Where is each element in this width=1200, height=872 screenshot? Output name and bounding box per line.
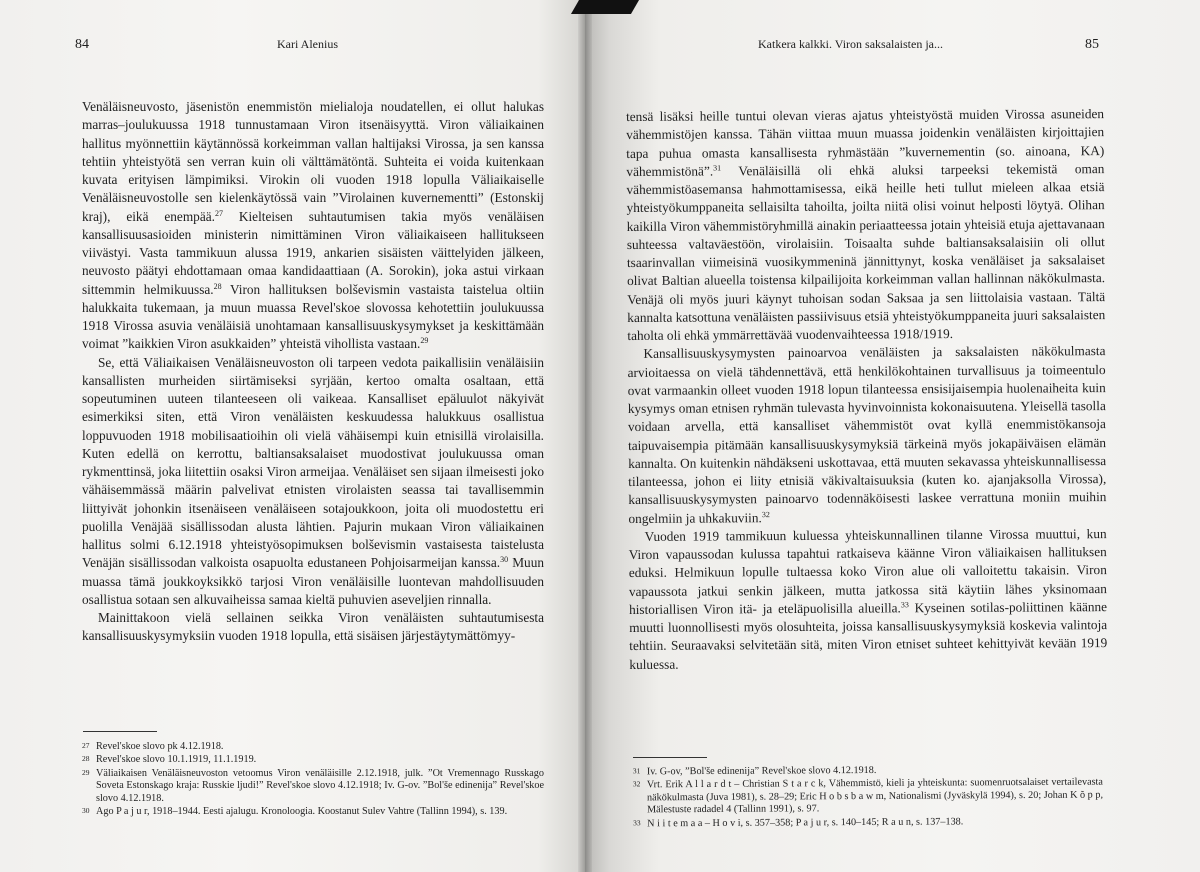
footnote-rule [633,757,707,758]
text-run: tensä lisäksi heille tuntui olevan vieras ajatus yhteistyöstä muiden Virossa asuneiden vähemmistöjen kanssa. Tähän viittaa muun muassa joidenkin venäläisten kirjoittajien tapa puhua omasta kansallisesta ryhmästään ”kuvernementin (so. ainoana, KA) vähemmistönä”. [626,106,1105,179]
footnote-number: 30 [82,806,90,816]
book-gutter [578,0,592,872]
footnote-number: 28 [82,754,90,764]
footnote-text: Revel'skoe slovo 10.1.1919, 11.1.1919. [96,754,257,766]
scan-shadow [571,0,639,14]
footnote-text: Vrt. Erik A l l a r d t – Christian S t a r c k, Vähemmistö, kieli ja yhteiskunta: suomenruotsalaiset vertailevasta näkökulmasta (Juva 1981), s. 28–29; Eric H o b s b a w m, Nationalismi (Jyväskylä 1994), s. 20; Johan K õ p p, Mälestuste radadel 4 (Tallinn 1991), s. 97. [646,776,1104,816]
text-run: Se, että Väliaikaisen Venäläisneuvoston oli tarpeen vedota paikallisiin venäläisiin kansallisten murheiden siirtämiseksi syrjään, kertoo omalta osaltaan, että sopeutuminen uuteen tilanteeseen oli vaikeaa. Kansalliset epäluulot näkyivät esimerkiksi siten, että Viron venäläisten keskuudessa halukkuus osallistua loppuvuoden 1918 mobilisaatioihin oli vielä vähäisempi kuin etnisillä virolaisilla. Kuten edellä on kerrottu, baltiansaksalaiset muodostivat joulukuussa oman rykmenttinsä, joka liitettiin osaksi Viron armeijaa. Venäläiset sen sijaan ilmeisesti joko vähäisemmässä määrin palvelivat etnisten virolaisten seassa tai tavallisemmin liittyivät johonkin itsenäiseen venäläiseen sotajoukkoon, joita oli muodostettu eri puolilla Venäjää sisällissodan alusta lähtien. Pajurin mukaan Viron väliaikainen hallitus solmi 6.12.1918 yhteistyösopimuksen bolševismin vastaisesta taistelusta Venäjän sisällissodan valkoista osapuolta edustaneen Pohjoisarmeijan kanssa. [82,354,544,571]
paragraph [82,354,544,610]
paragraph [627,342,1106,527]
right-page [585,0,1200,872]
footnote [633,815,1103,830]
footnote-number: 31 [632,766,641,776]
footnote-text: Ago P a j u r, 1918–1944. Eesti ajalugu. Kronoloogia. Koostanut Sulev Vahtre (Tallinn 1994), s. 139. [96,806,508,818]
footnote-text: Revel'skoe slovo pk 4.12.1918. [96,741,224,752]
footnote-ref: 30 [500,555,509,565]
body-text [626,105,1107,674]
paragraph [629,525,1108,674]
text-run: Venäläisillä oli ehkä aluksi tarpeeksi tekemistä oman vähemmistöasemansa hahmottamisessa, eikä heille heti tullut mieleen alkaa etsiä yhteistyökumppaneita sellaisilta tahoilta, joilta niitä olisi voinut helposti löytyä. Olihan kaikilla Viron vähemmistöryhmillä ainakin periaatteessa jotain yhteisiä etuja ajettavanaan suhteessa valtaväestöön, virolaisiin. Toisaalta suhde baltiansaksalaisiin oli ollut tsaarinvallan viimeisinä vuosikymmeninä jännittynyt, koska venäläiset ja saksalaiset olivat Baltian alueella toistensa kilpailijoita korkeimman vallan hallinnan näkökulmasta. Venäjä oli myös juuri käynyt tuhoisan sodan Saksaa ja sen liittolaisia vastaan. Tältä kannalta katsottuna venäläisten passiivisuus etsiä yhteistyökumppaneita juuri saksalaisten taholta oli ehkä ymmärrettävää vuodenvaihteessa 1918/1919. [626,160,1106,343]
footnote-ref: 29 [420,336,429,346]
running-head: Kari Alenius [277,37,338,51]
text-run: Kyseinen sotilas-poliittinen käänne muutti luonnollisesti myös olosuhteita, joissa kansallisuuskysymyksiä koskevia valintoja tehtiin. Seuraavaksi selvitetään sitä, miten Viron etniset suhteet kehittyivät kevään 1919 kuluessa. [629,598,1108,672]
footnote-number: 33 [633,818,641,828]
left-page [0,0,585,872]
footnote-ref: 32 [761,509,770,519]
footnote [633,777,1103,817]
text-run: Kielteisen suhtautumisen takia myös venäläisen kansallisuusasioiden ministerin nimittäminen Viron väliaikaiseen hallitukseen viivästyi. Vasta tammikuun alussa 1919, ankarien sisäisten väittelyiden jälkeen, neuvosto päätyi ehdottamaan omaa kandidaattiaan (A. Sorokin), joka astui virkaan sittemmin helmikuussa. [82,208,545,297]
page-number: 84 [75,37,89,52]
footnote-number: 27 [82,741,90,750]
footnote-number: 29 [82,767,90,777]
text-run: Muun muassa tämä joukkoyksikkö tarjosi Viron venäläisille luontevan mahdollisuuden osallistua sotaan sen alkuvaiheissa samaa kieltä puhuvien aseveljien rinnalla. [82,555,544,607]
footnote [82,741,544,753]
footnotes [82,741,544,819]
paragraph [82,98,544,354]
footnote-number: 32 [632,779,641,789]
body-text [82,98,544,646]
page-number: 85 [1085,37,1099,52]
running-head: Katkera kalkki. Viron saksalaisten ja... [758,37,944,51]
paragraph [82,609,544,646]
footnote-text: Väliaikaisen Venäläisneuvoston vetoomus Viron venäläisille 2.12.1918, julk. ”Ot Vremennago Russkago Soveta Estonskago kraja: Russkie ljudi!” Revel'skoe slovo 4.12.1918; Iv. G-ov. ”Bol'še edinenija” Revel'skoe slovo 4.12.1918. [96,767,544,804]
text-run: Kansallisuuskysymysten painoarvoa venäläisten ja saksalaisten näkökulmasta arvioitaessa on vielä tähdennettävä, että henkilökohtainen turvallisuus ja toimeentulo ovat varmaankin olleet vuoden 1918 lopun tilanteessa ensisijaisempia huolenaiheita kuin kysymys oman etnisen ryhmän tulevasta hyvinvoinnista kokonaisuutena. Yleisellä tasolla voidaan arvella, että kansalliset vähemmistöt ovat kyllä enemmistökansoja taipuvaisempia pitämään kansallisuuskysymyksiä tärkeinä myös jokapäiväisen elämän kannalta. On kuitenkin nähdäkseni uskottavaa, että muuten sekavassa yhteiskunnallisessa tilanteessa, johon ei liity etnisiä väkivaltaisuuksia (kuten ko. ajanjaksolla Virossa), kansallisuuskysymysten painoarvo todennäköisesti laskee verrattuna moniin muihin ongelmiin ja uhkakuviin. [627,343,1107,526]
footnote-ref: 33 [900,600,909,610]
footnote-ref: 27 [214,208,223,218]
paragraph [626,105,1105,345]
text-run: Venäläisneuvosto, jäsenistön enemmistön mielialoja noudatellen, ei ollut halukas marras–joulukuussa 1918 tunnustamaan Viron itsenäisyyttä. Viron väliaikainen hallitus myönnettiin käytännössä korkeimman vallan haltijaksi Virossa, ja sen kanssa tehtiin yhteistyötä sen verran kuin oli välttämätöntä. Suhteita ei voida kuitenkaan kuvata erityisen lämpimiksi. Virokin oli vuoden 1918 lopulla Väliaikaiselle Venäläisneuvostolle sen kielenkäytössä vain ”Virolainen kuvernementti” (Estonskij kraj), eikä enempää. [82,99,544,224]
text-run: Viron hallituksen bolševismin vastaista taistelua oltiin halukkaita tukemaan, ja muun muassa Revel'skoe slovossa kehotettiin joulukuussa 1918 Virossa asuvia venäläisiä unohtamaan kansallisuuskysymykset ja keskittämään voimat ”kaikkien Viron asukkaiden” yhteistä vihollista vastaan. [82,281,544,352]
footnote-text: N i i t e m a a – H o v i, s. 357–358; P a j u r, s. 140–145; R a u n, s. 137–138. [647,816,964,829]
text-run: Vuoden 1919 tammikuun kuluessa yhteiskunnallinen tilanne Virossa muuttui, kun Viron vapaussodan kulussa tapahtui ratkaiseva käänne Viron väliaikaisen hallituksen eduksi. Helmikuun lopulle tultaessa koko Viron alue oli valloitettu takaisin. Viron vapaussota jatkui senkin jälkeen, mutta jatkossa sitä käytiin lähes yksinomaan historiallisen Viron itä- ja eteläpuolisilla alueilla. [628,525,1107,617]
footnote-ref: 28 [213,281,222,291]
footnote [82,768,544,805]
footnote-text: Iv. G-ov, ”Bol'še edinenija” Revel'skoe slovo 4.12.1918. [646,764,877,778]
footnote [82,806,544,818]
footnote [82,754,544,766]
footnotes [633,764,1103,832]
text-run: Mainittakoon vielä sellainen seikka Viron venäläisten suhtautumisesta kansallisuuskysymyksiin vuoden 1918 lopulla, että sisäisen järjestäytymättömyy- [82,610,544,644]
footnote-rule [83,731,157,732]
footnote-ref: 31 [713,163,722,173]
